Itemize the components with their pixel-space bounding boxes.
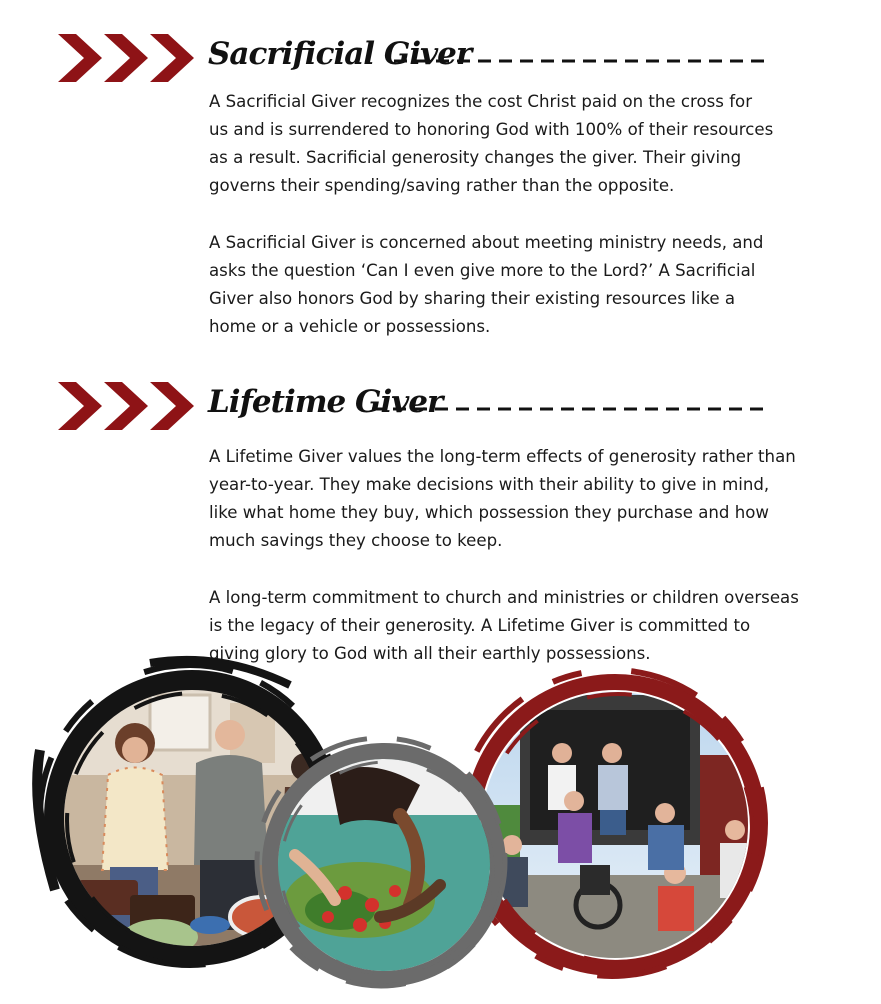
triple-chevron-right-icon xyxy=(58,376,198,436)
photo-collage xyxy=(0,655,881,1004)
section-paragraph: A Lifetime Giver values the long-term effects of generosity rather than year-to-year. They make decisions with their ability to give in mind, like what home they buy, which possession they purchase and how much savings they choose to keep. xyxy=(209,447,796,550)
section-heading: Lifetime Giver xyxy=(208,384,443,420)
section-paragraph: A long-term commitment to church and ministries or children overseas is the legacy of their generosity. A Lifetime Giver is committed to giving glory to God with all their earthly possessions. xyxy=(209,588,799,663)
section-heading: Sacrificial Giver xyxy=(208,36,472,72)
section-paragraph: A Sacrificial Giver recognizes the cost Christ paid on the cross for us and is surrendered to honoring God with 100% of their resources as a result. Sacrificial generosity changes the giver. Their giving governs their spending/saving rather than the opposite. xyxy=(209,92,774,195)
section-paragraph: A Sacrificial Giver is concerned about meeting ministry needs, and asks the question ‘Can I even give more to the Lord?’ A Sacrificial Giver also honors God by sharing their existing resources like a home or a vehicle or possessions. xyxy=(209,233,764,336)
heading-dashed-rule xyxy=(372,406,769,412)
